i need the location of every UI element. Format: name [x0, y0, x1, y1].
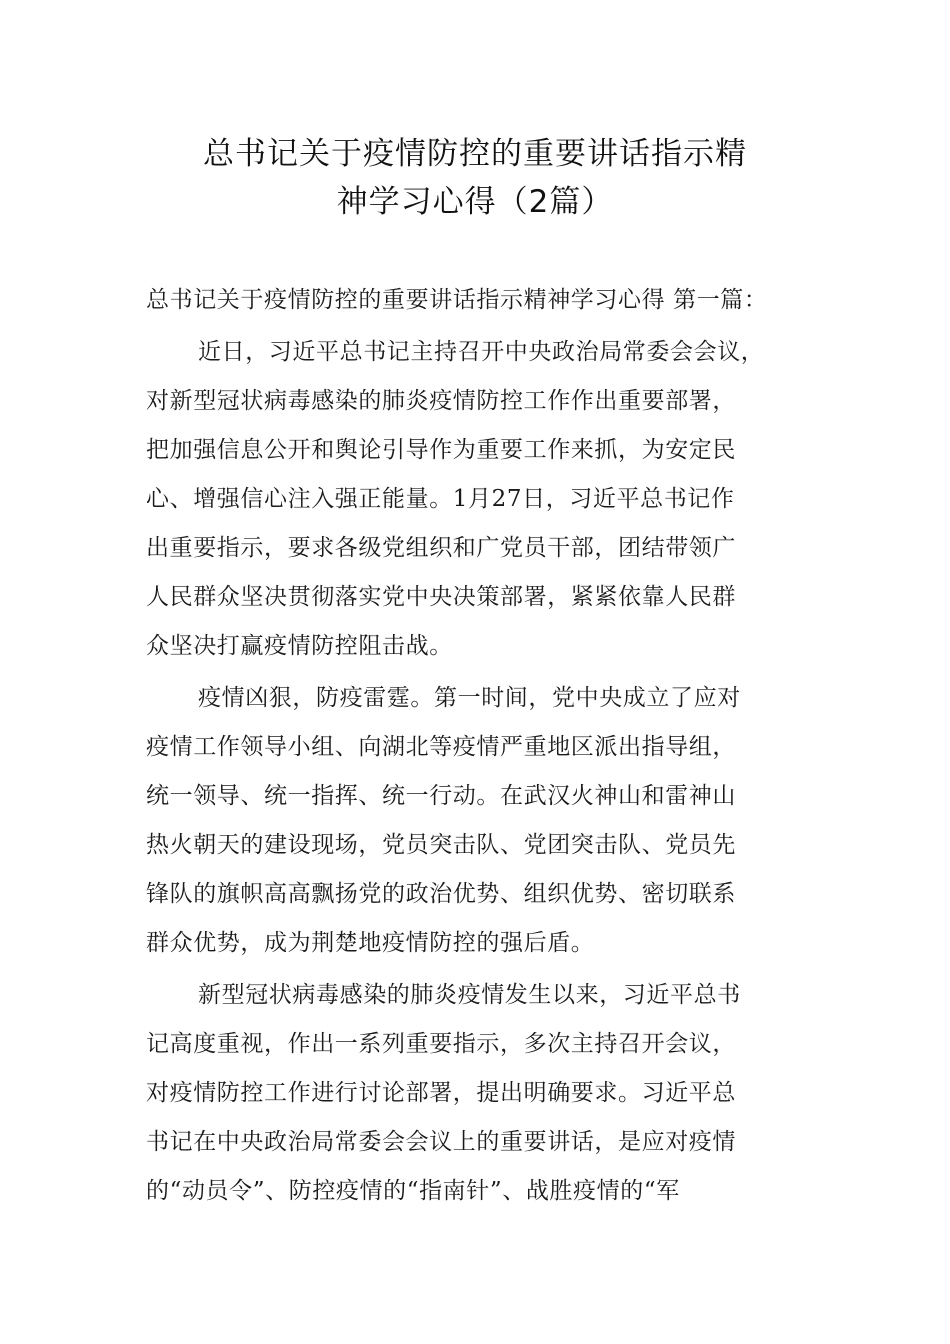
document-title-line-1: 总书记关于疫情防控的重要讲话指示精: [203, 136, 747, 172]
paragraph-2-line-2: 疫情工作领导小组、向湖北等疫情严重地区派出指导组，: [146, 734, 736, 760]
paragraph-1-line-3: 把加强信息公开和舆论引导作为重要工作来抓，为安定民: [146, 437, 736, 463]
paragraph-1-line-2: 对新型冠状病毒感染的肺炎疫情防控工作作出重要部署，: [146, 388, 736, 414]
paragraph-3-line-2: 记高度重视，作出一系列重要指示，多次主持召开会议，: [146, 1031, 736, 1057]
paragraph-1-line-6: 人民群众坚决贯彻落实党中央决策部署，紧紧依靠人民群: [146, 584, 736, 610]
paragraph-1-line-1: 近日，习近平总书记主持召开中央政治局常委会会议，: [198, 339, 765, 365]
paragraph-1-line-7: 众坚决打赢疫情防控阻击战。: [146, 633, 453, 659]
paragraph-1-line-4: 心、增强信心注入强正能量。1月27日，习近平总书记作: [146, 486, 735, 512]
paragraph-2-line-6: 群众优势，成为荆楚地疫情防控的强后盾。: [146, 930, 595, 956]
subheading: 总书记关于疫情防控的重要讲话指示精神学习心得 第一篇：: [146, 287, 768, 313]
document-title-line-2: 神学习心得（2篇）: [336, 184, 614, 220]
paragraph-3-line-3: 对疫情防控工作进行讨论部署，提出明确要求。习近平总: [146, 1080, 736, 1106]
paragraph-3-line-1: 新型冠状病毒感染的肺炎疫情发生以来，习近平总书: [198, 982, 741, 1008]
paragraph-3-line-4: 书记在中央政治局常委会会议上的重要讲话，是应对疫情: [146, 1129, 736, 1155]
paragraph-1-line-5: 出重要指示，要求各级党组织和广党员干部，团结带领广: [146, 535, 736, 561]
paragraph-2-line-4: 热火朝天的建设现场，党员突击队、党团突击队、党员先: [146, 832, 736, 858]
paragraph-3-line-5: 的“动员令”、防控疫情的“指南针”、战胜疫情的“军: [146, 1178, 680, 1204]
paragraph-2-line-3: 统一领导、统一指挥、统一行动。在武汉火神山和雷神山: [146, 783, 736, 809]
paragraph-2-line-1: 疫情凶狠，防疫雷霆。第一时间，党中央成立了应对: [198, 685, 741, 711]
paragraph-2-line-5: 锋队的旗帜高高飘扬党的政治优势、组织优势、密切联系: [146, 881, 736, 907]
